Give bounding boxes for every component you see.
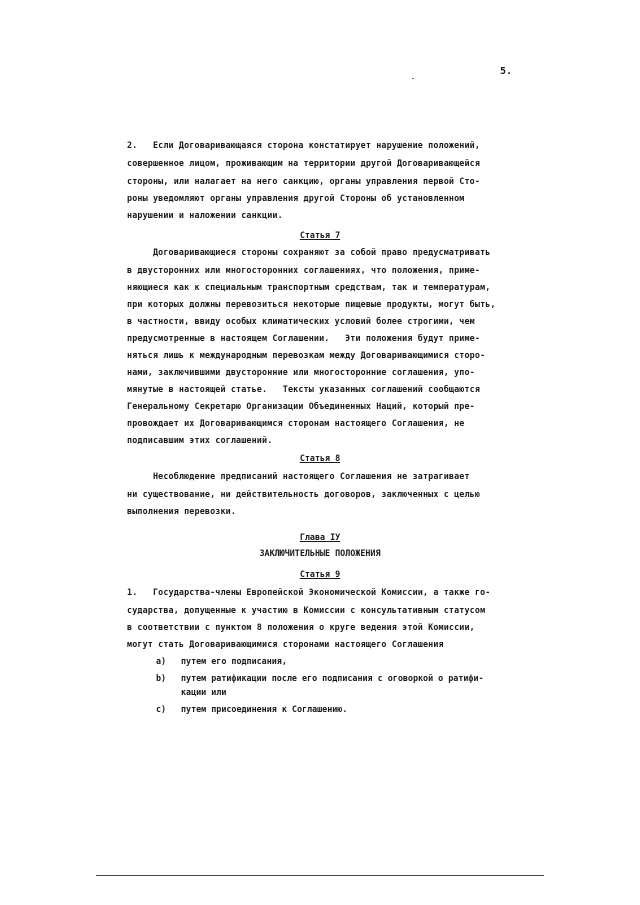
page-number: 5.	[500, 66, 513, 77]
article-7-line: нами, заключившими двусторонние или многосторонние соглашения, упо-	[127, 367, 475, 377]
article-7-line: предусмотренные в настоящем Соглашении. Эти положения будут приме-	[127, 333, 481, 343]
article-9-line: могут стать Договаривающимися сторонами настоящего Соглашения	[127, 639, 444, 649]
paragraph-line: нарушении и наложении санкции.	[127, 210, 283, 220]
article-7-title: Статья 7	[299, 230, 341, 240]
list-item-text: путем его подписания,	[181, 656, 287, 666]
article-9-line: 1. Государства-члены Европейской Экономической Комиссии, а также го-	[127, 587, 491, 597]
paragraph-line: стороны, или налагает на него санкцию, органы управления первой Сто-	[127, 176, 481, 186]
article-7-line: няющиеся как к специальным транспортным средствам, так и температурам,	[127, 282, 491, 292]
article-7-line: Договаривающиеся стороны сохраняют за собой право предусматривать	[127, 247, 491, 257]
paragraph-line: роны уведомляют органы управления другой Стороны об установленном	[127, 193, 465, 203]
article-7-line: при которых должны перевозиться некоторые пищевые продукты, могут быть,	[127, 299, 496, 309]
article-7-line: мянутые в настоящей статье. Тексты указанных соглашений сообщаются	[127, 384, 481, 394]
list-item-text: путем присоединения к Соглашению.	[181, 704, 348, 714]
list-item-text: путем ратификации после его подписания с оговоркой о ратифи-	[181, 673, 484, 683]
scan-speck	[412, 78, 414, 79]
article-7-line: в частности, ввиду особых климатических условий более строгими, чем	[127, 316, 475, 326]
list-item-marker: c)	[156, 704, 167, 714]
footer-rule	[96, 875, 544, 876]
article-7-line: няться лишь к международным перевозкам между Договаривающимися сторо-	[127, 350, 486, 360]
article-8-title: Статья 8	[299, 453, 341, 463]
article-9-line: в соответствии с пунктом 8 положения о круге ведения этой Комиссии,	[127, 622, 475, 632]
article-7-line: провождает их Договаривающимся сторонам настоящего Соглашения, не	[127, 418, 465, 428]
paragraph-line: 2. Если Договаривающаяся сторона констатирует нарушение положений,	[127, 140, 481, 150]
chapter-title: Глава IУ	[299, 532, 341, 542]
paragraph-line: совершенное лицом, проживающим на территории другой Договаривающейся	[127, 158, 481, 168]
list-item-marker: b)	[156, 673, 167, 683]
article-8-line: ни существование, ни действительность договоров, заключенных с целью	[127, 489, 481, 499]
article-7-line: Генеральному Секретарю Организации Объединенных Наций, который пре-	[127, 401, 475, 411]
article-8-line: Несоблюдение предписаний настоящего Соглашения не затрагивает	[127, 471, 470, 481]
list-item-text: кации или	[181, 687, 227, 697]
article-7-line: в двусторонних или многосторонних соглашениях, что положения, приме-	[127, 265, 481, 275]
article-9-line: сударства, допущенные к участию в Комиссии с консультативным статусом	[127, 605, 486, 615]
list-item-marker: a)	[156, 656, 167, 666]
article-7-line: подписавшим этих соглашений.	[127, 435, 273, 445]
article-8-line: выполнения перевозки.	[127, 506, 237, 516]
article-9-title: Статья 9	[299, 569, 341, 579]
chapter-subtitle: ЗАКЛЮЧИТЕЛЬНЫЕ ПОЛОЖЕНИЯ	[259, 548, 381, 558]
